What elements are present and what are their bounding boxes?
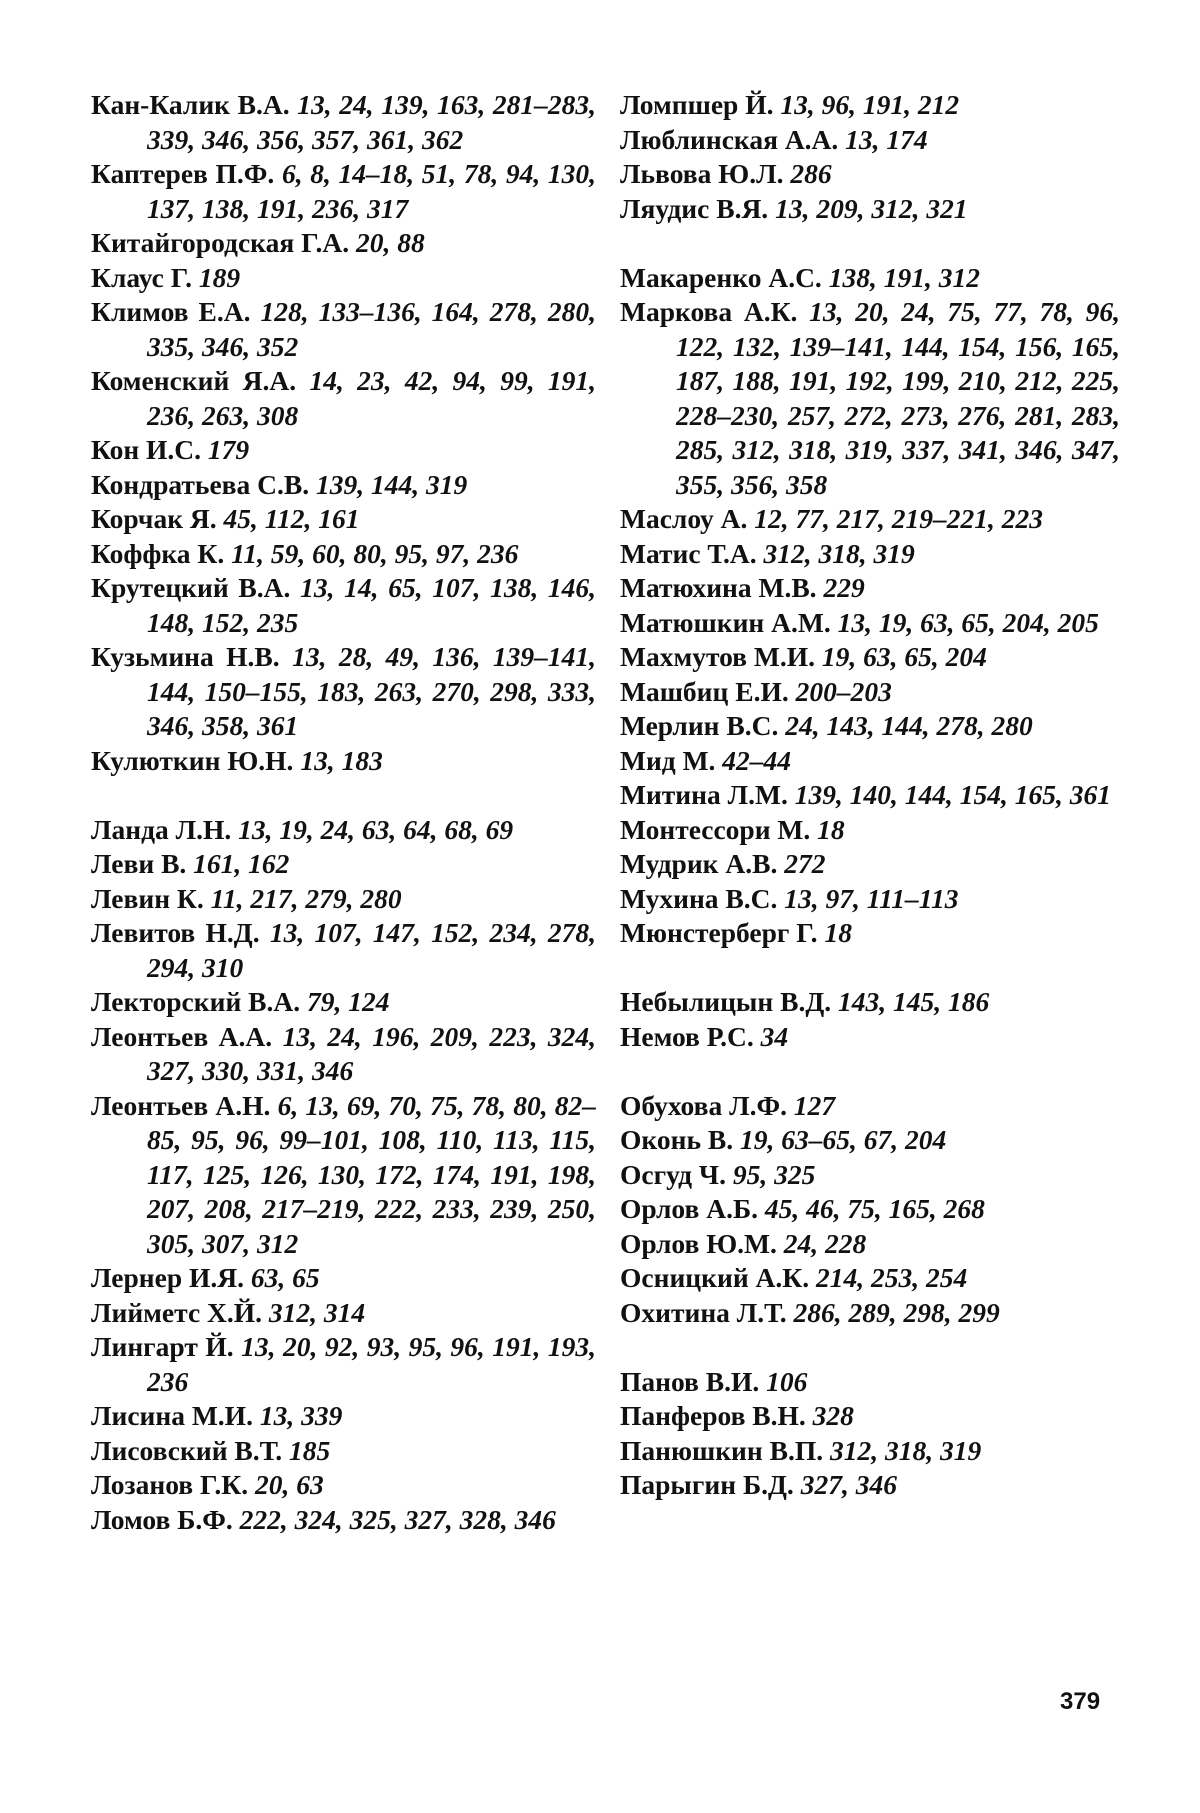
page-references: 13, 174 (845, 123, 928, 155)
index-entry (620, 1468, 1120, 1503)
author-name: Климов Е.А. (91, 296, 251, 327)
index-entry (91, 1089, 596, 1262)
author-name: Кулюткин Ю.Н. (91, 744, 294, 776)
index-entry (620, 847, 1120, 882)
page-references: 13, 14, 65, 107, 138, 146, 148, 152, 235 (147, 572, 597, 638)
author-name: Ломов Б.Ф. (91, 1503, 233, 1535)
index-column-left (91, 88, 596, 1537)
page-references: 13, 339 (259, 1400, 343, 1431)
page-references: 18 (817, 813, 845, 845)
author-name: Парыгин Б.Д. (620, 1469, 794, 1500)
index-entry (91, 433, 596, 468)
index-entry (91, 468, 596, 503)
index-entry (620, 744, 1120, 779)
page-references: 189 (198, 261, 241, 293)
page-references: 20, 88 (355, 227, 425, 258)
index-entry (91, 1261, 596, 1296)
author-name: Лозанов Г.К. (91, 1469, 249, 1500)
author-name: Крутецкий В.А. (91, 572, 291, 603)
author-name: Обухова Л.Ф. (620, 1089, 787, 1121)
author-name: Ломпшер Й. (620, 89, 774, 120)
letter-group-spacer (620, 1054, 1120, 1089)
author-name: Панюшкин В.П. (620, 1434, 824, 1466)
index-entry (620, 1089, 1120, 1124)
author-name: Макаренко А.С. (620, 261, 822, 293)
index-entry (91, 640, 596, 744)
author-name: Махмутов М.И. (620, 641, 815, 672)
index-entry (620, 916, 1120, 951)
index-entry (91, 295, 596, 364)
page-references: 161, 162 (193, 848, 290, 879)
author-name: Мерлин В.С. (620, 710, 779, 741)
index-entry (91, 571, 596, 640)
page-references: 20, 63 (254, 1469, 324, 1500)
page-references: 13, 24, 139, 163, 281–283, 339, 346, 356, 357, 361, 362 (147, 89, 596, 155)
author-name: Мудрик А.В. (620, 848, 778, 879)
index-entry (620, 778, 1120, 813)
page-references: 12, 77, 217, 219–221, 223 (754, 503, 1044, 534)
index-entry (620, 537, 1120, 572)
page-references: 139, 140, 144, 154, 165, 361 (794, 779, 1111, 810)
page-references: 63, 65 (250, 1262, 320, 1293)
index-entry (91, 261, 596, 296)
page-references: 179 (207, 434, 250, 465)
page-references: 272 (784, 848, 826, 879)
page-references: 13, 209, 312, 321 (775, 192, 968, 224)
page-references: 286 (790, 158, 832, 189)
author-name: Каптерев П.Ф. (91, 158, 275, 189)
page-references: 139, 144, 319 (315, 468, 468, 500)
page-references: 19, 63, 65, 204 (821, 641, 987, 672)
page-references: 34 (760, 1020, 789, 1052)
author-name: Немов Р.С. (620, 1020, 754, 1052)
index-entry (91, 916, 596, 985)
page-references: 200–203 (795, 675, 892, 707)
author-name: Кан-Калик В.А. (91, 89, 290, 120)
author-name: Лисина М.И. (91, 1400, 253, 1431)
index-entry (91, 537, 596, 572)
author-name: Левитов Н.Д. (91, 917, 260, 948)
page-references: 13, 107, 147, 152, 234, 278, 294, 310 (147, 917, 597, 983)
page-references: 13, 96, 191, 212 (780, 89, 960, 120)
page-references: 214, 253, 254 (815, 1262, 968, 1293)
author-name: Мюнстерберг Г. (620, 917, 818, 948)
author-name: Небылицын В.Д. (620, 986, 832, 1017)
page-references: 13, 24, 196, 209, 223, 324, 327, 330, 331, 346 (147, 1020, 596, 1086)
index-entry (91, 744, 596, 779)
index-entry (91, 1020, 596, 1089)
index-entry (91, 88, 596, 157)
author-name: Панферов В.Н. (620, 1400, 806, 1431)
page-references: 13, 20, 24, 75, 77, 78, 96, 122, 132, 139–141, 144, 154, 156, 165, 187, 188, 191, 192, 199, 210, 212, 225, 228–230, 257, 272, 273, 276, 281, 283, 285, 312, 318, 319, 337, 341, 346, 347, 355, 356, 358 (676, 296, 1121, 500)
index-entry (91, 1468, 596, 1503)
page-references: 6, 13, 69, 70, 75, 78, 80, 82–85, 95, 96, 99–101, 108, 110, 113, 115, 117, 125, 126, 130, 172, 174, 191, 198, 207, 208, 217–219, 222, 233, 239, 250, 305, 307, 312 (147, 1089, 597, 1259)
index-entry (620, 261, 1120, 296)
page-references: 11, 217, 279, 280 (210, 882, 402, 914)
author-name: Матис Т.А. (620, 537, 757, 569)
page-references: 6, 8, 14–18, 51, 78, 94, 130, 137, 138, 191, 236, 317 (147, 158, 597, 224)
index-entry (91, 882, 596, 917)
index-entry (620, 985, 1120, 1020)
author-name: Леонтьев А.Н. (91, 1089, 271, 1121)
page-references: 312, 318, 319 (763, 537, 915, 569)
page-references: 24, 228 (783, 1227, 867, 1259)
index-entry (620, 295, 1120, 502)
index-entry (620, 709, 1120, 744)
author-name: Китайгородская Г.А. (91, 227, 350, 258)
page-references: 327, 346 (800, 1469, 897, 1500)
author-name: Ланда Л.Н. (91, 813, 232, 845)
author-name: Львова Ю.Л. (620, 158, 784, 189)
index-entry (620, 192, 1120, 227)
index-entry (91, 502, 596, 537)
index-entry (620, 1227, 1120, 1262)
page-references: 106 (766, 1365, 808, 1397)
page-references: 18 (824, 917, 852, 948)
page-references: 222, 324, 325, 327, 328, 346 (239, 1503, 556, 1535)
index-entry (620, 640, 1120, 675)
index-entry (91, 1434, 596, 1469)
author-name: Кон И.С. (91, 434, 202, 465)
index-entry (91, 813, 596, 848)
author-name: Машбиц Е.И. (620, 675, 789, 707)
author-name: Маркова А.К. (620, 296, 798, 327)
author-name: Оконь В. (620, 1124, 734, 1155)
page-references: 42–44 (722, 744, 792, 776)
page-references: 11, 59, 60, 80, 95, 97, 236 (231, 537, 519, 569)
page-references: 312, 314 (268, 1296, 366, 1328)
author-name: Левин К. (91, 882, 204, 914)
letter-group-spacer (91, 778, 596, 813)
index-entry (91, 985, 596, 1020)
author-name: Коффка К. (91, 537, 225, 569)
author-name: Осницкий А.К. (620, 1262, 810, 1293)
author-name: Охитина Л.Т. (620, 1296, 787, 1328)
index-entry (620, 675, 1120, 710)
index-entry (620, 882, 1120, 917)
letter-group-spacer (620, 951, 1120, 986)
index-entry (620, 1261, 1120, 1296)
author-name: Осгуд Ч. (620, 1158, 726, 1190)
author-name: Ляудис В.Я. (620, 192, 769, 224)
page-references: 138, 191, 312 (828, 261, 980, 293)
author-name: Лернер И.Я. (91, 1262, 245, 1293)
author-name: Коменский Я.А. (91, 365, 297, 396)
author-name: Леви В. (91, 848, 187, 879)
author-name: Орлов А.Б. (620, 1193, 759, 1224)
page-references: 185 (288, 1434, 331, 1466)
page-references: 128, 133–136, 164, 278, 280, 335, 346, 352 (147, 296, 597, 362)
page-references: 13, 28, 49, 136, 139–141, 144, 150–155, 183, 263, 270, 298, 333, 346, 358, 361 (147, 641, 597, 741)
author-name: Лийметс Х.Й. (91, 1296, 263, 1328)
page-references: 229 (823, 572, 865, 603)
index-entry (620, 1296, 1120, 1331)
page-number: 379 (1060, 1688, 1101, 1715)
author-name: Митина Л.М. (620, 779, 788, 810)
author-name: Лингарт Й. (91, 1331, 234, 1362)
page-references: 143, 145, 186 (838, 986, 990, 1017)
index-entry (620, 1399, 1120, 1434)
author-name: Маслоу А. (620, 503, 748, 534)
index-entry (620, 502, 1120, 537)
letter-group-spacer (620, 1330, 1120, 1365)
index-entry (620, 1192, 1120, 1227)
index-entry (620, 606, 1120, 641)
author-name: Люблинская А.А. (620, 123, 839, 155)
author-name: Кондратьева С.В. (91, 468, 310, 500)
author-name: Мид М. (620, 744, 716, 776)
author-name: Клаус Г. (91, 261, 192, 293)
author-name: Матюхина М.В. (620, 572, 817, 603)
index-entry (91, 364, 596, 433)
page-references: 45, 46, 75, 165, 268 (764, 1193, 985, 1224)
index-entry (91, 847, 596, 882)
index-entry (91, 226, 596, 261)
page-references: 13, 97, 111–113 (784, 882, 959, 914)
index-entry (620, 813, 1120, 848)
index-entry (91, 1296, 596, 1331)
index-entry (91, 1399, 596, 1434)
index-entry (620, 88, 1120, 123)
page-references: 13, 20, 92, 93, 95, 96, 191, 193, 236 (147, 1331, 597, 1397)
page-references: 13, 183 (300, 744, 383, 776)
page-references: 13, 19, 24, 63, 64, 68, 69 (238, 813, 514, 845)
letter-group-spacer (620, 226, 1120, 261)
author-name: Монтессори М. (620, 813, 811, 845)
author-name: Мухина В.С. (620, 882, 778, 914)
page-references: 127 (793, 1089, 836, 1121)
page-references: 14, 23, 42, 94, 99, 191, 236, 263, 308 (147, 365, 597, 431)
index-entry (620, 1123, 1120, 1158)
index-entry (620, 1020, 1120, 1055)
page-references: 286, 289, 298, 299 (793, 1296, 1000, 1328)
author-name: Матюшкин А.М. (620, 606, 831, 638)
index-entry (620, 1158, 1120, 1193)
index-entry (91, 1503, 596, 1538)
index-entry (620, 1365, 1120, 1400)
page-references: 312, 318, 319 (829, 1434, 982, 1466)
index-entry (91, 1330, 596, 1399)
page-references: 79, 124 (307, 986, 390, 1017)
index-entry (620, 123, 1120, 158)
author-name: Панов В.И. (620, 1365, 760, 1397)
page-references: 95, 325 (732, 1158, 816, 1190)
index-column-right (620, 88, 1120, 1503)
page-references: 13, 19, 63, 65, 204, 205 (837, 606, 1099, 638)
author-name: Орлов Ю.М. (620, 1227, 777, 1259)
page-references: 45, 112, 161 (223, 503, 360, 534)
author-name: Корчак Я. (91, 503, 217, 534)
index-entry (91, 157, 596, 226)
author-name: Леонтьев А.А. (91, 1020, 273, 1052)
author-name: Лекторский В.А. (91, 986, 301, 1017)
index-entry (620, 157, 1120, 192)
index-entry (620, 1434, 1120, 1469)
page-references: 19, 63–65, 67, 204 (739, 1124, 947, 1155)
index-entry (620, 571, 1120, 606)
author-name: Лисовский В.Т. (91, 1434, 283, 1466)
page-references: 24, 143, 144, 278, 280 (785, 710, 1033, 741)
author-name: Кузьмина Н.В. (91, 641, 280, 672)
page-references: 328 (812, 1400, 854, 1431)
